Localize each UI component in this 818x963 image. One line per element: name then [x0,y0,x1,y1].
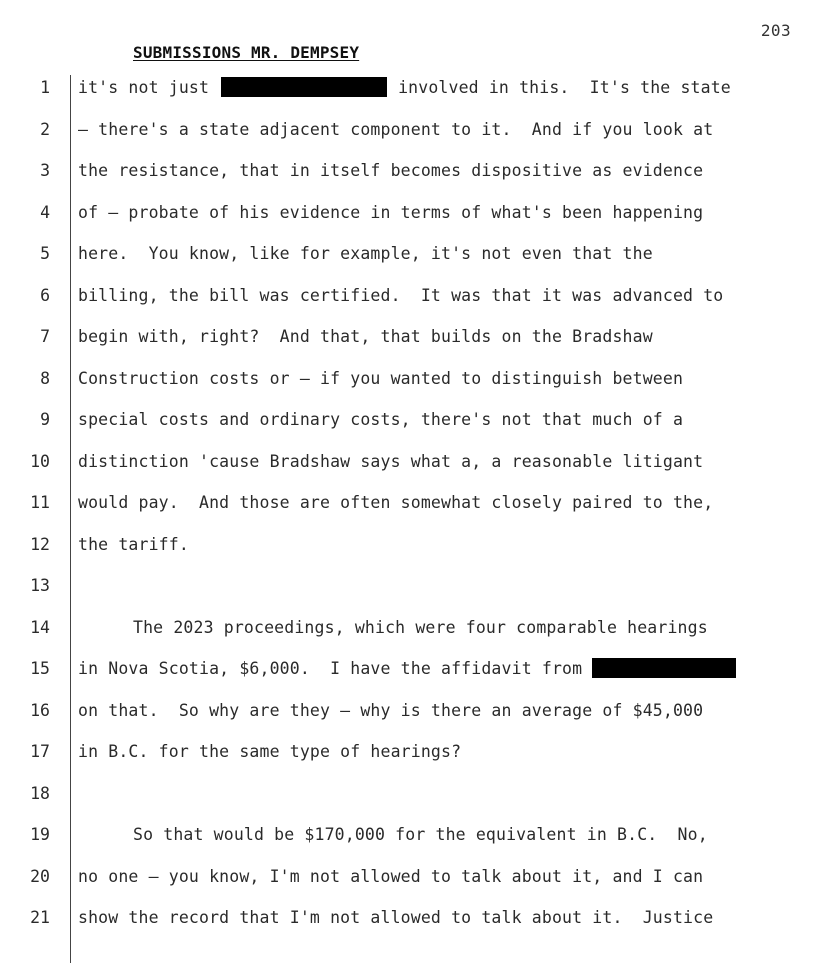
line-text [78,73,731,103]
redaction-box [221,77,387,97]
redaction-box [592,658,736,678]
line-number: 17 [30,742,50,761]
line-number: 18 [30,783,50,803]
line-text-part: in Nova Scotia, $6,000. I have the affidavit from [78,659,583,678]
transcript-line [0,530,818,572]
line-number: 7 [40,327,50,346]
transcript-line [0,281,818,323]
line-number: 8 [40,368,50,388]
line-text: the resistance, that in itself becomes dispositive as evidence [78,161,704,180]
transcript-line [0,862,818,904]
line-text: The 2023 proceedings, which were four comparable hearings [133,617,708,637]
line-text: the tariff. [78,534,189,554]
line-text: begin with, right? And that, that builds on the Bradshaw [78,327,653,346]
transcript-line [0,322,818,364]
page-number: 203 [760,21,791,40]
transcript-line [0,488,818,530]
line-text: So that would be $170,000 for the equivalent in B.C. No, [133,825,708,844]
line-number: 13 [30,576,50,595]
line-text: Construction costs or — if you wanted to distinguish between [78,368,684,388]
line-number: 19 [30,825,50,844]
line-text: distinction 'cause Bradshaw says what a, a reasonable litigant [78,451,704,471]
transcript-line [0,903,818,945]
transcript-line [0,654,818,696]
transcript-line [0,156,818,198]
line-number: 14 [30,617,50,637]
line-text: billing, the bill was certified. It was that it was advanced to [78,285,724,305]
line-number: 12 [30,534,50,554]
line-text: here. You know, like for example, it's not even that the [78,244,653,263]
line-number: 20 [30,866,50,886]
line-text: on that. So why are they — why is there an average of $45,000 [78,700,704,720]
section-header: SUBMISSIONS MR. DEMPSEY [133,43,360,62]
transcript-line [0,405,818,447]
line-number: 21 [30,908,50,927]
line-number: 5 [40,244,50,263]
line-text [78,654,736,684]
line-number: 10 [30,451,50,471]
transcript-line [0,571,818,613]
line-text-part: it's not just [78,78,210,97]
transcript-line [0,447,818,489]
transcript-line [0,239,818,281]
line-number: 9 [40,410,50,429]
transcript-lines [0,73,818,945]
line-number: 6 [40,285,50,305]
transcript-line [0,779,818,821]
transcript-line [0,364,818,406]
line-number: 11 [30,493,50,512]
transcript-line [0,613,818,655]
line-text: show the record that I'm not allowed to talk about it. Justice [78,908,714,927]
line-text: special costs and ordinary costs, there's not that much of a [78,410,684,429]
transcript-line [0,73,818,115]
line-text: — there's a state adjacent component to it. And if you look at [78,119,714,139]
line-number: 2 [40,119,50,139]
line-text: of — probate of his evidence in terms of what's been happening [78,202,704,222]
transcript-line [0,820,818,862]
line-text: in B.C. for the same type of hearings? [78,742,462,761]
line-text: no one — you know, I'm not allowed to talk about it, and I can [78,866,704,886]
line-number: 1 [40,78,50,97]
line-number: 15 [30,659,50,678]
transcript-line [0,737,818,779]
line-number: 4 [40,202,50,222]
line-number: 16 [30,700,50,720]
line-text: would pay. And those are often somewhat closely paired to the, [78,493,714,512]
transcript-line [0,115,818,157]
transcript-line [0,696,818,738]
line-number: 3 [40,161,50,180]
line-text-part: involved in this. It's the state [398,78,731,97]
transcript-line [0,198,818,240]
